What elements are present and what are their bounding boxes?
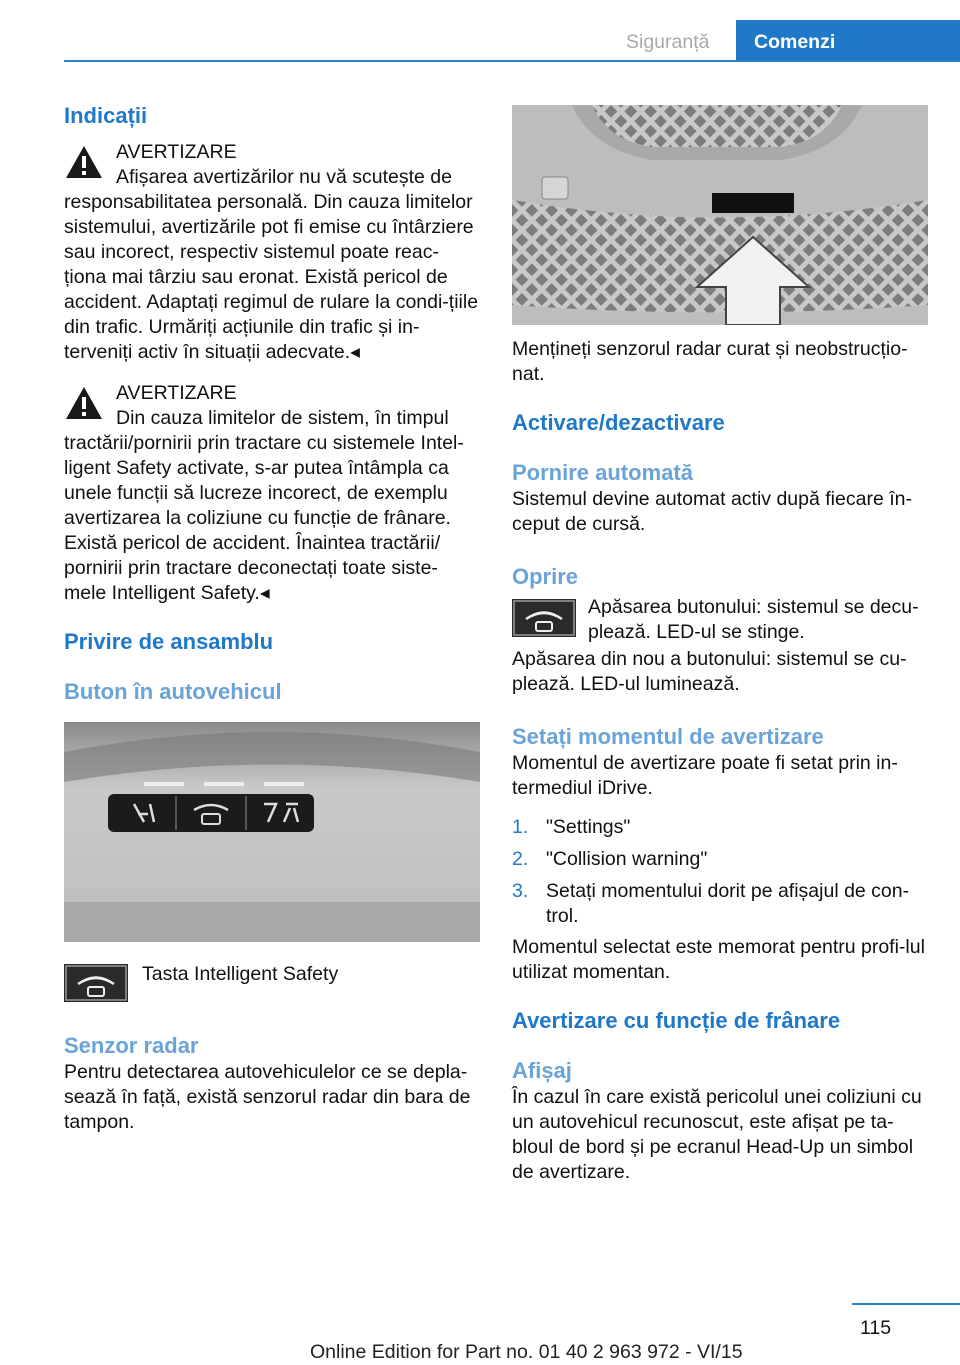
radar-sensor-illustration [512, 105, 928, 325]
button-panel-illustration [64, 722, 480, 942]
display-text: În cazul în care există pericolul unei coliziuni cu un autovehicul recunoscut, este afișat pe ta-bloul de bord și pe ecranul Head-Up un simbol de avertizare. [512, 1086, 922, 1183]
footer-edition: Online Edition for Part no. 01 40 2 963 972 - VI/15 [310, 1341, 743, 1363]
radar-image-caption: Mențineți senzorul radar curat și neobstrucțio-nat. [512, 338, 908, 385]
set-warning-text: Momentul de avertizare poate fi setat prin in-termediul iDrive. [512, 752, 898, 799]
left-column [64, 102, 480, 1135]
intelligent-safety-button-icon [512, 599, 576, 637]
stop-text: Apăsarea butonului: sistemul se decu-plează. LED-ul se stinge. [588, 596, 919, 643]
stop-text-2: Apăsarea din nou a butonului: sistemul se cu-plează. LED-ul luminează. [512, 648, 907, 695]
warning-label: AVERTIZARE [116, 382, 237, 404]
subsection-title-radar: Senzor radar [64, 1033, 199, 1058]
section-title-brake-warning: Avertizare cu funcție de frânare [512, 1008, 841, 1033]
warning-block-1 [64, 140, 480, 365]
warning-triangle-icon [64, 385, 104, 421]
list-item [512, 815, 928, 840]
list-item [512, 879, 928, 929]
button-caption: Tasta Intelligent Safety [142, 963, 339, 985]
header-rule [64, 60, 960, 62]
intelligent-safety-button-icon [64, 964, 128, 1002]
list-item [512, 847, 928, 872]
header-section-tab: Siguranță [626, 31, 710, 53]
warning-triangle-icon [64, 144, 104, 180]
radar-sensor-photo [512, 105, 928, 325]
section-title-indicatii: Indicații [64, 103, 148, 128]
warning-text: tractării/pornirii prin tractare cu sistemele Intel-ligent Safety activate, s-ar putea întâmpla ca unele funcții să lucreze incorect, de exemplu avertizarea la coliziune cu funcție de frânare. Există pericol de accident. Înaintea tractării/ pornirii prin tractare deconectați toate siste-mele Intelligent Safety.◂ [64, 432, 464, 604]
step-text: "Settings" [546, 816, 631, 838]
button-panel-photo [64, 722, 480, 942]
step-number: 1. [512, 816, 529, 838]
step-number: 3. [512, 880, 529, 902]
auto-start-text: Sistemul devine automat activ după fiecare în-ceput de cursă. [512, 488, 912, 535]
radar-text: Pentru detectarea autovehiculelor ce se depla-sează în față, există senzorul radar din bara de tampon. [64, 1061, 471, 1133]
right-column [512, 105, 928, 1185]
subsection-title-button: Buton în autovehicul [64, 679, 282, 704]
warning-first-line: Afișarea avertizărilor nu vă scutește de [116, 166, 452, 188]
warning-block-2 [64, 381, 480, 606]
warning-text: responsabilitatea personală. Din cauza limitelor sistemului, avertizările pot fi emise cu întârziere sau incorect, respectiv sistemul poate reac-ționa mai târziu sau eronat. Există pericol de accident. Adaptați regimul de rulare la condi-țiile din trafic. Urmăriți acțiunile din trafic și in-terveniți activ în situații adecvate.◂ [64, 191, 479, 363]
stop-row [512, 595, 928, 645]
header-chapter-label: Comenzi [754, 31, 836, 53]
warning-label: AVERTIZARE [116, 141, 237, 163]
warning-first-line: Din cauza limitelor de sistem, în timpul [116, 407, 449, 429]
section-title-activation: Activare/dezactivare [512, 410, 725, 435]
subsection-title-set-warning: Setați momentul de avertizare [512, 724, 824, 749]
button-caption-row [64, 962, 480, 1004]
section-title-overview: Privire de ansamblu [64, 629, 274, 654]
footer-rule [852, 1303, 960, 1305]
step-text: Setați momentului dorit pe afișajul de con-trol. [546, 880, 910, 927]
subsection-title-stop: Oprire [512, 564, 579, 589]
subsection-title-auto-start: Pornire automată [512, 460, 693, 485]
page-number: 115 [860, 1317, 892, 1339]
header-chapter-tab [736, 20, 960, 62]
step-text: "Collision warning" [546, 848, 708, 870]
step-number: 2. [512, 848, 529, 870]
subsection-title-display: Afișaj [512, 1058, 572, 1083]
steps-list [512, 815, 928, 929]
memo-text: Momentul selectat este memorat pentru profi-lul utilizat momentan. [512, 936, 925, 983]
